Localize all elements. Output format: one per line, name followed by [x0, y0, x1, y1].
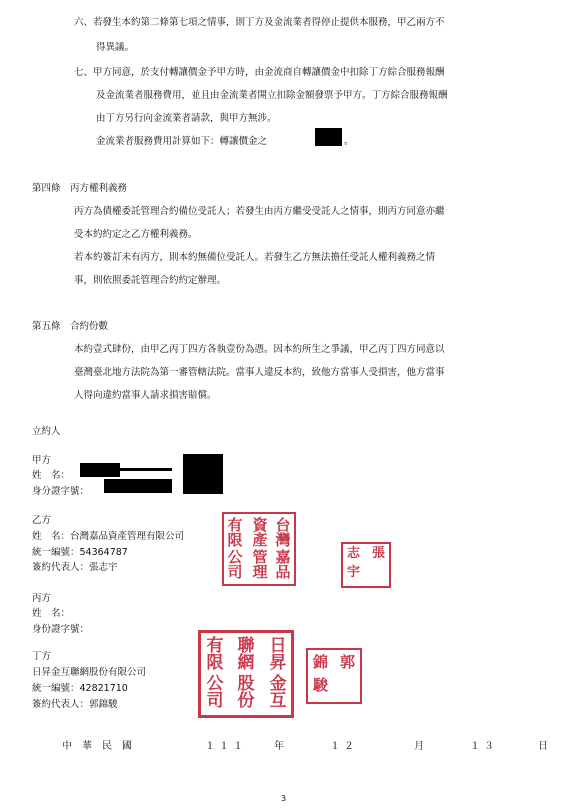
- seal-text: 郭: [339, 653, 355, 671]
- article-4-p2-line-1: 若本約簽訂未有丙方，則本約無備位受託人。若發生乙方無法擔任受託人權利義務之情: [74, 252, 436, 263]
- party-c-name-label: 姓 名：: [32, 608, 71, 619]
- party-c-id-label: 身份證字號：: [32, 624, 90, 635]
- seal-text: 資產: [252, 516, 268, 549]
- page-number: 3: [281, 794, 287, 803]
- seal-text: 駿: [313, 676, 329, 694]
- date-month: １２: [330, 741, 358, 752]
- redaction-box: [120, 468, 172, 471]
- redaction-box: [183, 454, 223, 494]
- seal-text: 有限: [227, 516, 243, 549]
- date-month-unit: 月: [414, 741, 424, 752]
- seal-text: 台灣: [275, 516, 291, 549]
- article-5-heading: 第五條 合約份數: [32, 321, 109, 332]
- article-5-line-3: 人得向違約當事人請求損害賠償。: [74, 390, 217, 401]
- seal-text: 金互: [269, 674, 287, 711]
- seal-text: 公司: [227, 548, 243, 581]
- date-day-unit: 日: [538, 741, 548, 752]
- redaction-box: [104, 479, 172, 493]
- clause-7-line-4-end: 。: [344, 136, 354, 147]
- seal-text: 日昇: [269, 636, 287, 673]
- seal-text: 股份: [237, 674, 255, 711]
- seal-text: 聯網: [237, 636, 255, 673]
- date-year-unit: 年: [274, 741, 284, 752]
- party-d-tax-id: 統一編號：42821710: [32, 683, 128, 694]
- party-b-company-seal: [222, 512, 296, 586]
- party-a-id-label: 身分證字號：: [32, 486, 90, 497]
- article-4-p1-line-2: 受本約約定之乙方權利義務。: [74, 229, 198, 240]
- date-day: １３: [470, 741, 498, 752]
- party-a-name-label: 姓 名：: [32, 470, 71, 481]
- article-5-line-2: 臺灣臺北地方法院為第一審管轄法院。當事人違反本約，致他方當事人受損害，他方當事: [74, 367, 445, 378]
- seal-text: 錦: [313, 653, 329, 671]
- party-d-company-seal: [198, 630, 294, 718]
- party-b-rep-seal: [341, 542, 391, 588]
- redaction-box: [80, 463, 120, 477]
- party-b-rep: 簽約代表人：張志宇: [32, 562, 118, 573]
- party-d-rep-seal: [306, 648, 362, 704]
- clause-7-line-3: 由丁方另行向金流業者請款，與甲方無涉。: [96, 113, 277, 124]
- party-b-tax-id: 統一編號：54364787: [32, 547, 128, 558]
- seal-text: 宇: [347, 565, 361, 580]
- clause-6-line-1: 六、若發生本約第二條第七項之情事，則丁方及金流業者得停止提供本服務，甲乙兩方不: [74, 17, 445, 28]
- party-b-label: 乙方: [32, 515, 52, 526]
- party-d-label: 丁方: [32, 651, 52, 662]
- party-b-name: 姓 名：台灣嘉品資產管理有限公司: [32, 531, 185, 542]
- clause-7-line-1: 七、甲方同意，於支付轉讓價金予甲方時，由金流商自轉讓價金中扣除丁方綜合服務報酬: [74, 67, 445, 78]
- seal-text: 管理: [252, 548, 268, 581]
- party-d-name: 日昇金互聯網股份有限公司: [32, 667, 147, 678]
- clause-7-line-4: 金流業者服務費用計算如下：轉讓價金之: [96, 136, 268, 147]
- seal-text: 志: [347, 546, 361, 561]
- article-5-line-1: 本約壹式肆份，由甲乙丙丁四方各執壹份為憑。因本約所生之爭議，甲乙丙丁四方同意以: [74, 344, 445, 355]
- date-year: １１１: [205, 741, 247, 752]
- article-4-p2-line-2: 事，則依照委託管理合約約定辦理。: [74, 275, 227, 286]
- signatories-title: 立約人: [32, 426, 61, 437]
- party-a-label: 甲方: [32, 455, 52, 466]
- clause-7-line-2: 及金流業者服務費用，並且由金流業者開立扣除金額發票予甲方。丁方綜合服務報酬: [96, 90, 448, 101]
- seal-text: 有限: [206, 636, 224, 673]
- party-c-label: 丙方: [32, 593, 52, 604]
- date-era: 中 華 民 國: [62, 741, 132, 752]
- article-4-p1-line-1: 丙方為債權委託管理合約備位受託人；若發生由丙方繼受受託人之情事，則丙方同意亦繼: [74, 206, 445, 217]
- seal-text: 嘉品: [275, 548, 291, 581]
- redaction-box: [315, 128, 342, 146]
- seal-text: 張: [371, 546, 385, 561]
- seal-text: 公司: [206, 674, 224, 711]
- article-4-heading: 第四條 丙方權利義務: [32, 183, 128, 194]
- clause-6-line-2: 得異議。: [96, 42, 135, 53]
- party-d-rep: 簽約代表人：郭錦駿: [32, 699, 118, 710]
